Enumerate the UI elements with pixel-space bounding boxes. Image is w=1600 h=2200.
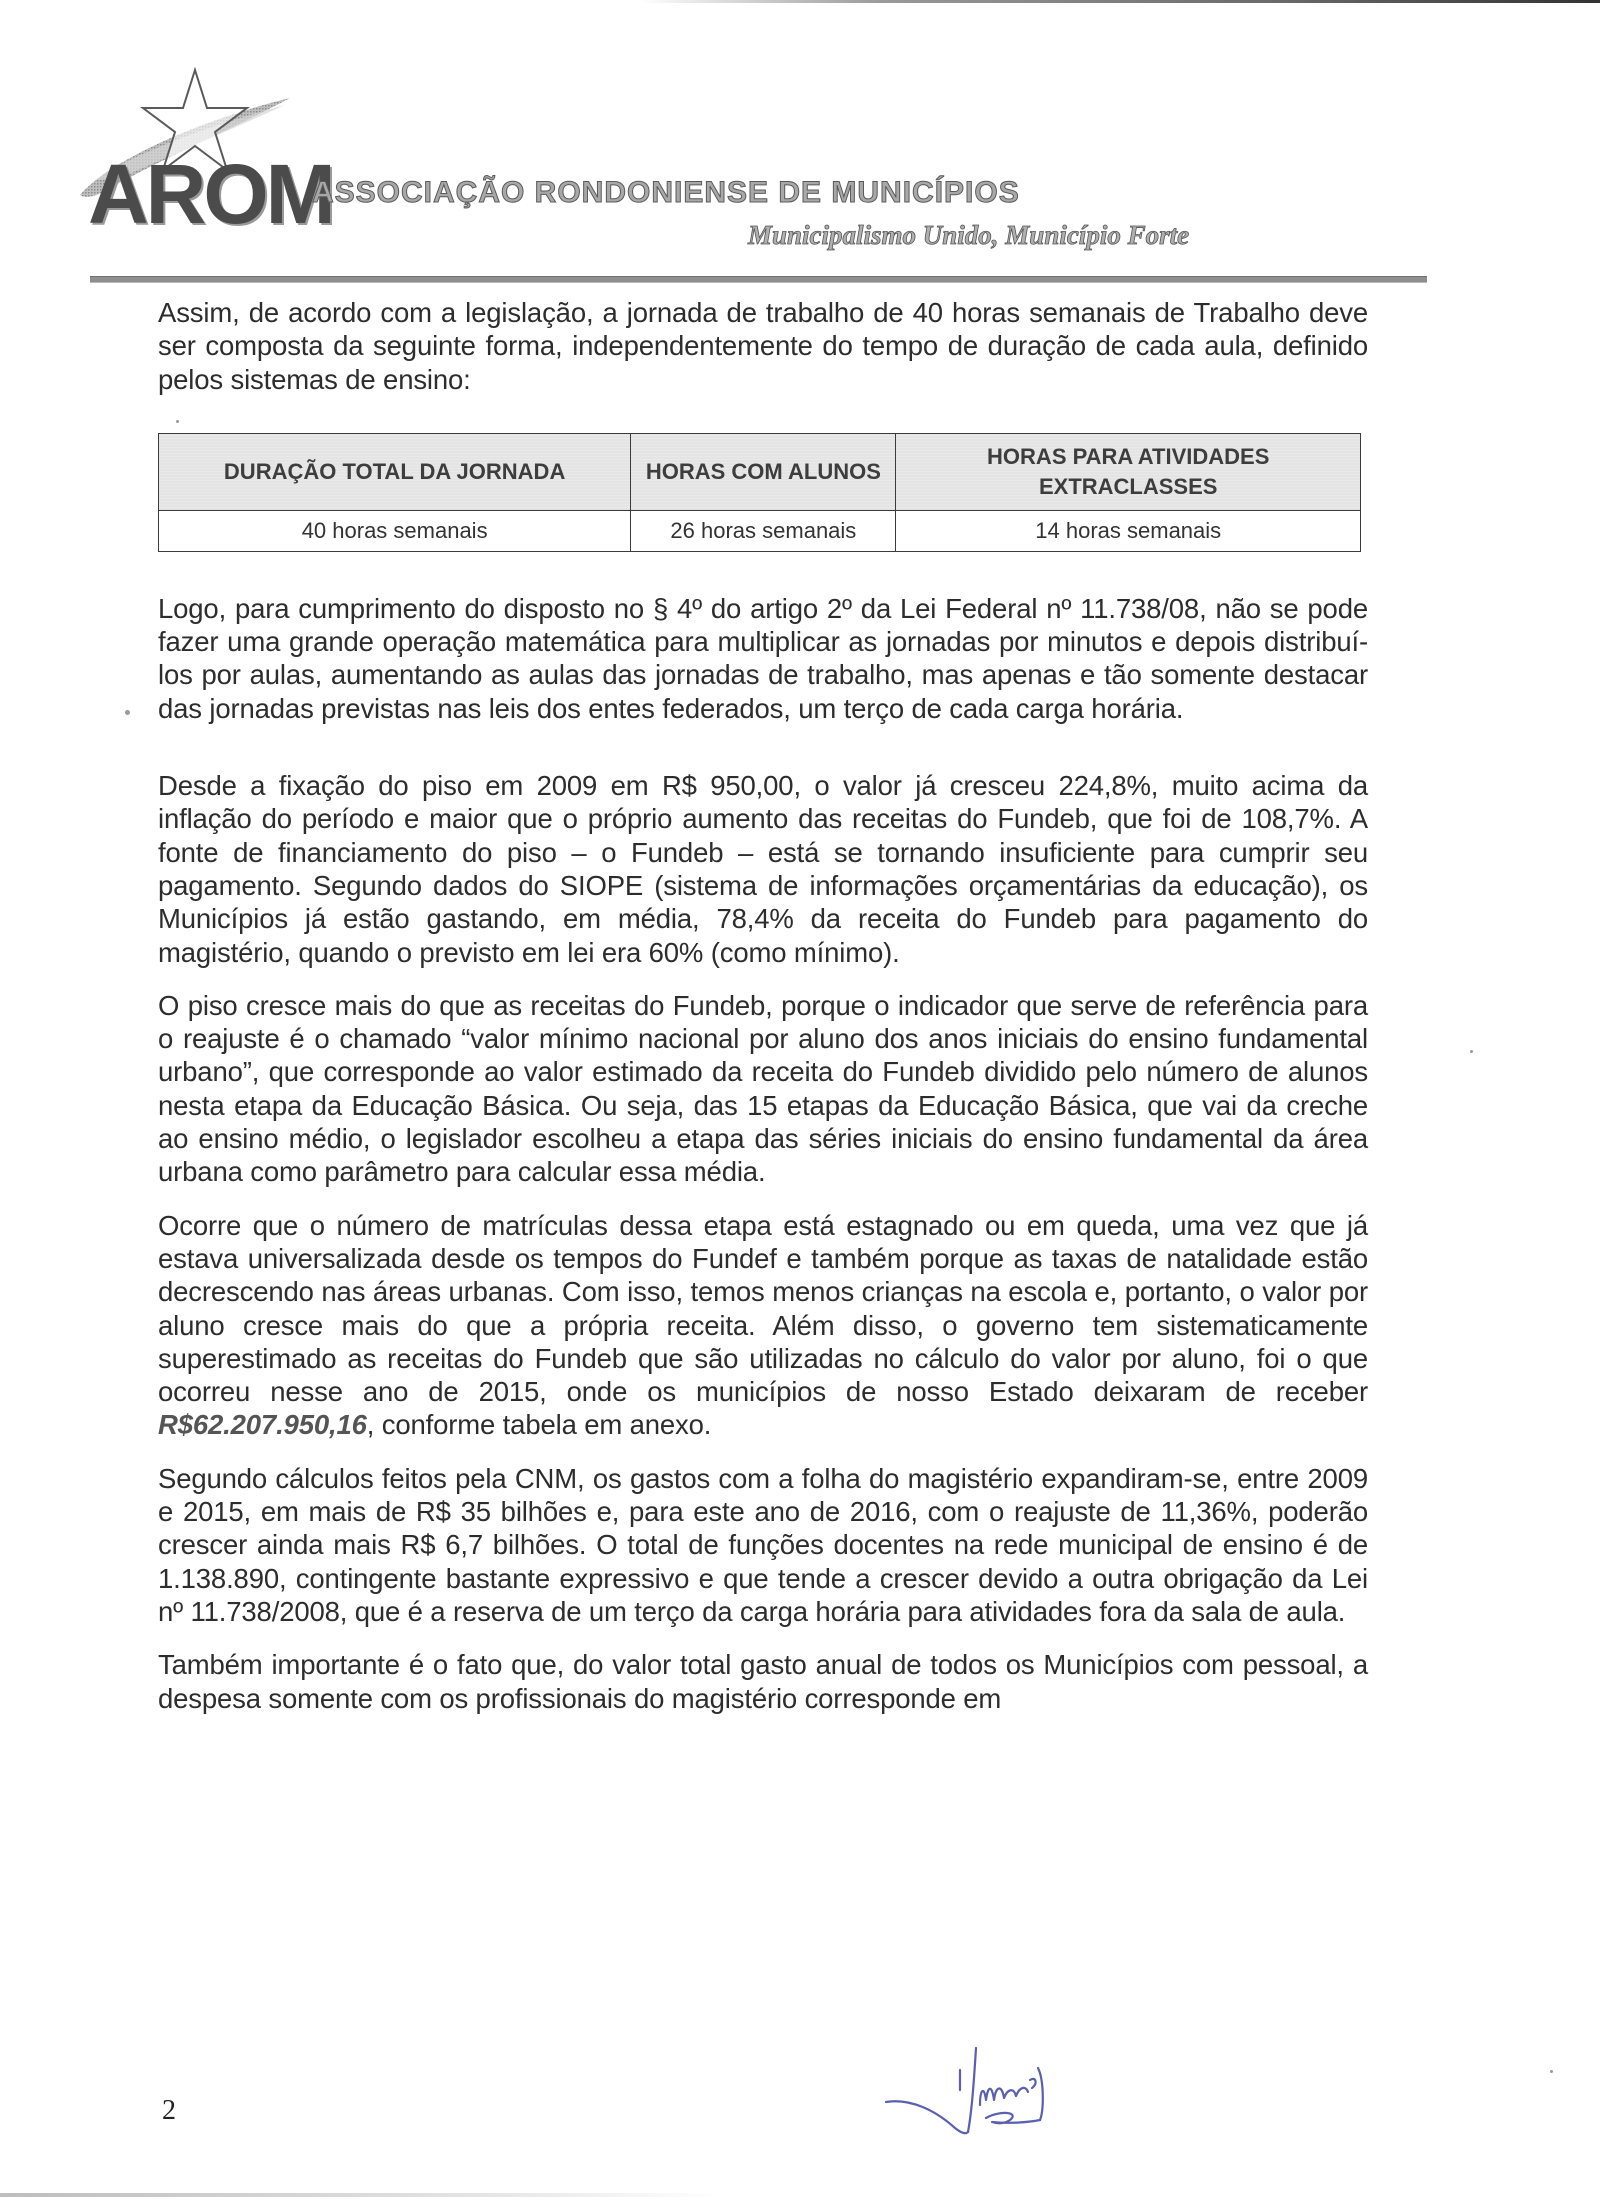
paragraph-enrollment-tail: , conforme tabela em anexo.: [366, 1409, 712, 1441]
header-divider: [90, 276, 1427, 283]
organization-slogan: Municipalismo Unido, Município Forte: [748, 220, 1190, 250]
scan-speck: [176, 420, 179, 423]
table-row: [159, 510, 1361, 551]
table-header-cell: HORAS COM ALUNOS: [631, 433, 896, 510]
table-cell: 14 horas semanais: [896, 510, 1361, 551]
table-cell: 26 horas semanais: [631, 510, 896, 551]
scan-speck: [1550, 2070, 1553, 2073]
document-body: [158, 296, 1368, 1715]
paragraph-cnm-calculations: Segundo cálculos feitos pela CNM, os gastos com a folha do magistério expandiram-se, entre 2009 e 2015, em mais de R$ 35 bilhões e, para este ano de 2016, com o reajuste de 11,36%, poderão crescer ainda mais R$ 6,7 bilhões. O total de funções docentes na rede municipal de ensino é de 1.138.890, contingente bastante expressivo e que tende a crescer devido a outra obrigação da Lei nº 11.738/2008, que é a reserva de um terço da carga horária para atividades fora da sala de aula.: [158, 1462, 1368, 1627]
paragraph-piso-indicator: O piso cresce mais do que as receitas do Fundeb, porque o indicador que serve de referência para o reajuste é o chamado “valor mínimo nacional por aluno dos anos iniciais do ensino fundamental urbano”, que corresponde ao valor estimado da receita do Fundeb dividido pelo número de alunos nesta etapa da Educação Básica. Ou seja, das 15 etapas da Educação Básica, que vai da creche ao ensino médio, o legislador escolheu a etapa das séries iniciais do ensino fundamental da área urbana como parâmetro para calcular essa média.: [158, 989, 1368, 1188]
scan-bottom-edge: [0, 2193, 1600, 2197]
handwritten-signature-icon: [880, 2040, 1120, 2150]
scan-speck: [1470, 1050, 1473, 1053]
organization-name: ASSOCIAÇÃO RONDONIENSE DE MUNICÍPIOS: [312, 176, 1020, 209]
paragraph-piso-growth: Desde a fixação do piso em 2009 em R$ 950,00, o valor já cresceu 224,8%, muito acima da inflação do período e maior que o próprio aumento das receitas do Fundeb, que foi de 108,7%. A fonte de financiamento do piso – o Fundeb – está se tornando insuficiente para cumprir seu pagamento. Segundo dados do SIOPE (sistema de informações orçamentárias da educação), os Municípios já estão gastando, em média, 78,4% da receita do Fundeb para pagamento do magistério, quando o previsto em lei era 60% (como mínimo).: [158, 770, 1368, 968]
table-cell: 40 horas semanais: [159, 510, 631, 551]
logo-wordmark: AROM: [88, 147, 333, 241]
letterhead: [0, 0, 1600, 280]
table-header-cell: DURAÇÃO TOTAL DA JORNADA: [159, 433, 631, 510]
scan-speck: [125, 710, 130, 715]
page-number: 2: [162, 2095, 176, 2126]
paragraph-enrollment-text: Ocorre que o número de matrículas dessa etapa está estagnado ou em queda, uma vez que já estava universalizada desde os tempos do Fundef e também porque as taxas de natalidade estão decrescendo nas áreas urbanas. Com isso, temos menos crianças na escola e, portanto, o valor por aluno cresce mais do que a própria receita. Além disso, o governo tem sistematicamente superestimado as receitas do Fundeb que são utilizadas no cálculo do valor por aluno, foi o que ocorreu nesse ano de 2015, onde os municípios de nosso Estado deixaram de receber: [158, 1209, 1368, 1408]
paragraph-law-reference: Logo, para cumprimento do disposto no § 4º do artigo 2º da Lei Federal nº 11.738/08, não se pode fazer uma grande operação matemática para multiplicar as jornadas por minutos e depois distribuí-los por aulas, aumentando as aulas das jornadas de trabalho, mas apenas e tão somente destacar das jornadas previstas nas leis dos entes federados, um terço de cada carga horária.: [158, 592, 1368, 724]
workload-table: [158, 433, 1361, 552]
table-header-cell: HORAS PARA ATIVIDADES EXTRACLASSES: [896, 433, 1361, 510]
paragraph-enrollment: [158, 1209, 1368, 1442]
lost-revenue-amount: R$62.207.950,16: [158, 1409, 367, 1441]
paragraph-personnel-expense: Também importante é o fato que, do valor total gasto anual de todos os Municípios com pessoal, a despesa somente com os profissionais do magistério corresponde em: [158, 1649, 1368, 1714]
paragraph-intro: Assim, de acordo com a legislação, a jornada de trabalho de 40 horas semanais de Trabalho deve ser composta da seguinte forma, independentemente do tempo de duração de cada aula, definido pelos sistemas de ensino:: [158, 297, 1368, 395]
table-header-row: [159, 433, 1361, 510]
